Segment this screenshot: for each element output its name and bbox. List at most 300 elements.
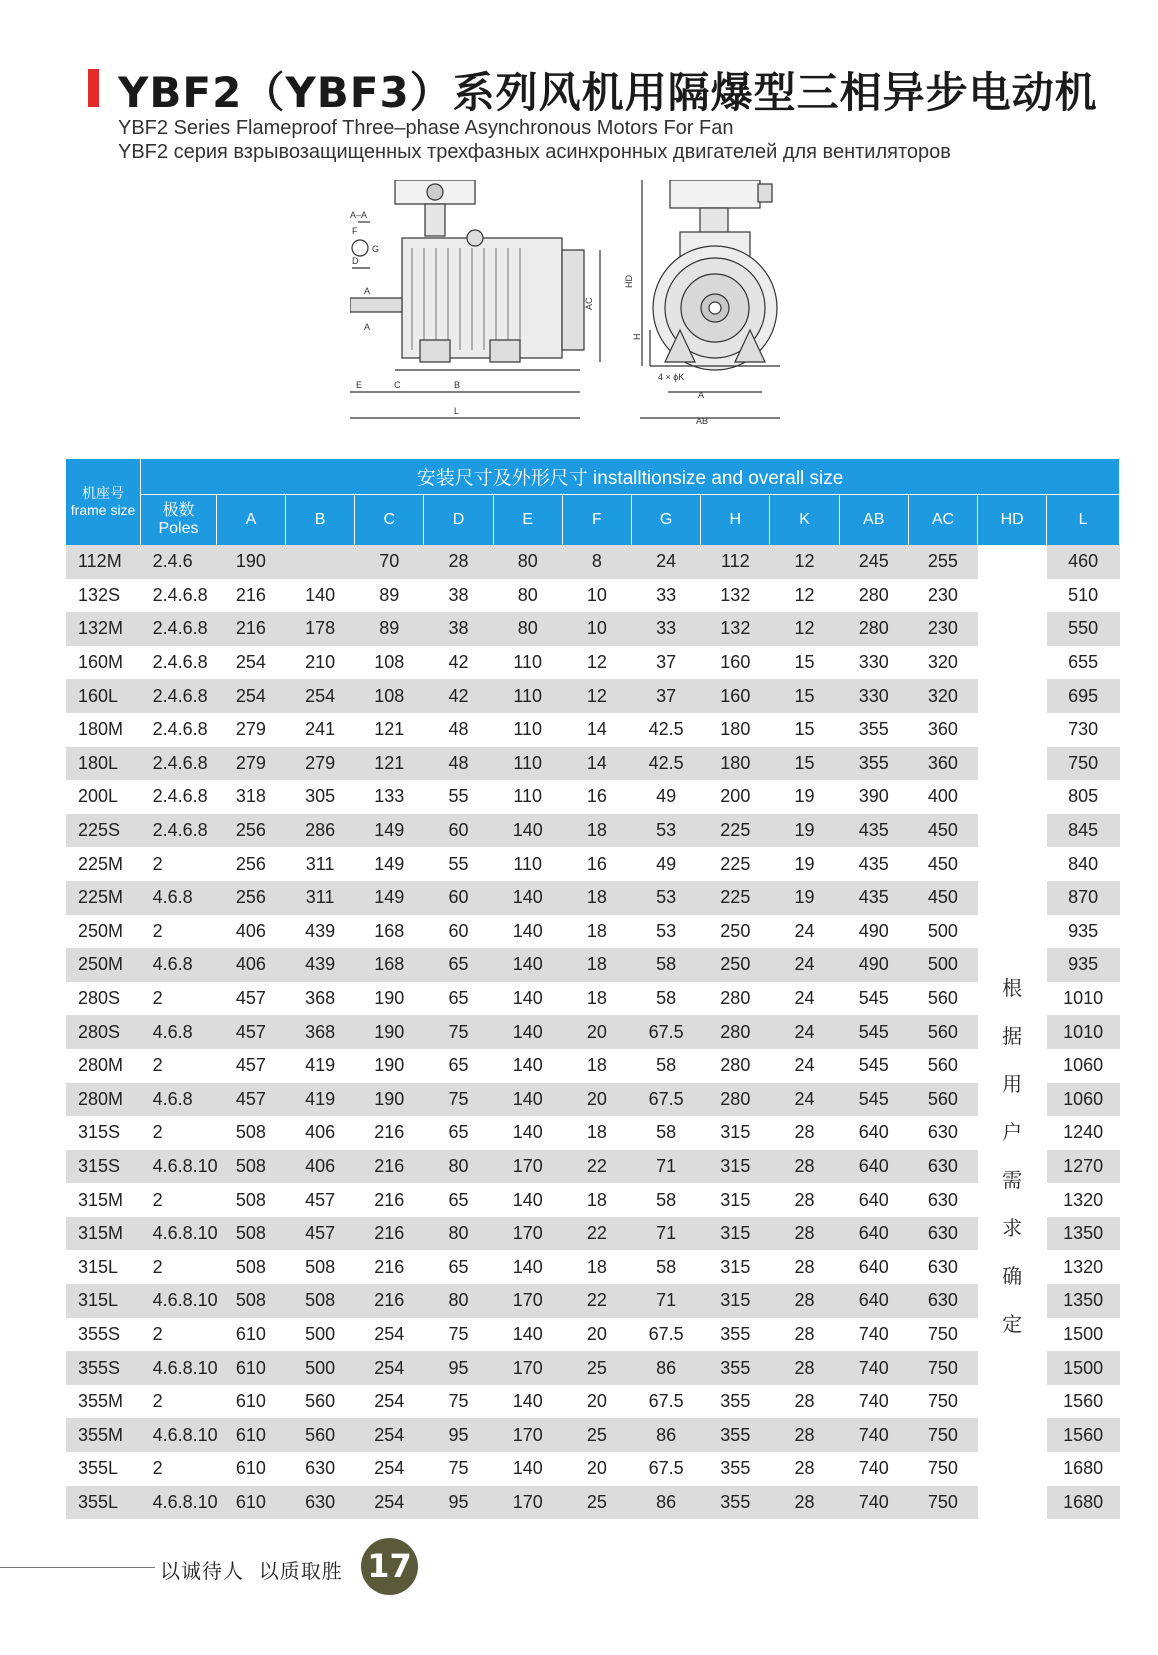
cell-ab: 740 xyxy=(858,1458,889,1479)
cell-g: 58 xyxy=(656,1256,677,1277)
cell-a: 190 xyxy=(216,545,285,579)
cell-ac: 360 xyxy=(927,719,958,740)
cell-h: 280 xyxy=(701,1015,770,1049)
cell-d: 80 xyxy=(424,1284,493,1318)
table-row xyxy=(66,747,1120,781)
cell-b: 508 xyxy=(286,1284,355,1318)
cell-k: 28 xyxy=(770,1217,839,1251)
table-row xyxy=(66,1351,1120,1385)
cell-f: 18 xyxy=(562,948,631,982)
table-row xyxy=(66,814,1120,848)
cell-frame: 280S xyxy=(78,988,121,1009)
cell-ac: 630 xyxy=(927,1122,958,1143)
cell-c: 149 xyxy=(355,881,424,915)
cell-f: 16 xyxy=(586,786,607,807)
table-row xyxy=(66,1385,1120,1419)
cell-b: 406 xyxy=(286,1150,355,1184)
cell-k: 28 xyxy=(770,1284,839,1318)
cell-l: 1560 xyxy=(1063,1391,1104,1412)
cell-h: 280 xyxy=(720,1055,751,1076)
cell-ac: 750 xyxy=(927,1323,958,1344)
cell-frame: 315L xyxy=(66,1284,141,1318)
cell-poles: 2 xyxy=(152,1055,163,1076)
cell-poles: 2.4.6.8 xyxy=(141,747,217,781)
cell-ab: 280 xyxy=(858,584,889,605)
cell-h: 200 xyxy=(720,786,751,807)
cell-b: 311 xyxy=(305,853,335,874)
header-col-a: A xyxy=(216,495,285,546)
cell-a: 610 xyxy=(235,1458,266,1479)
cell-d: 65 xyxy=(424,948,493,982)
cell-c: 121 xyxy=(374,719,405,740)
header-poles: 极数 Poles xyxy=(141,495,217,546)
cell-ac: 560 xyxy=(927,988,958,1009)
cell-b: 439 xyxy=(286,948,355,982)
table-row xyxy=(66,579,1120,613)
cell-d: 55 xyxy=(448,853,469,874)
cell-f: 16 xyxy=(586,853,607,874)
label-a-bottom: A xyxy=(364,322,371,332)
cell-a: 406 xyxy=(216,948,285,982)
cell-f: 25 xyxy=(562,1351,631,1385)
cell-d: 65 xyxy=(448,1122,469,1143)
cell-c: 133 xyxy=(374,786,405,807)
cell-ac: 450 xyxy=(927,853,958,874)
cell-ac: 630 xyxy=(908,1217,977,1251)
cell-g: 67.5 xyxy=(648,1391,684,1412)
cell-ab: 490 xyxy=(858,920,889,941)
cell-l: 1320 xyxy=(1063,1189,1104,1210)
cell-l: 1500 xyxy=(1063,1323,1104,1344)
cell-d: 65 xyxy=(448,988,469,1009)
cell-k: 15 xyxy=(770,747,839,781)
cell-e: 170 xyxy=(493,1486,562,1520)
table-row xyxy=(66,1183,1120,1217)
cell-l: 1010 xyxy=(1047,1015,1120,1049)
cell-l: 655 xyxy=(1068,652,1099,673)
cell-d: 28 xyxy=(424,545,493,579)
cell-b: 178 xyxy=(286,612,355,646)
cell-k: 24 xyxy=(770,1083,839,1117)
table-row xyxy=(66,612,1120,646)
cell-g: 53 xyxy=(632,881,701,915)
cell-frame: 355L xyxy=(66,1486,141,1520)
cell-c: 190 xyxy=(355,1083,424,1117)
label-g: G xyxy=(372,244,380,254)
cell-poles: 4.6.8.10 xyxy=(141,1486,217,1520)
cell-h: 315 xyxy=(720,1189,751,1210)
cell-e: 140 xyxy=(512,1391,543,1412)
table-row xyxy=(66,847,1120,881)
cell-l: 1010 xyxy=(1063,988,1104,1009)
cell-h: 315 xyxy=(720,1122,751,1143)
cell-e: 140 xyxy=(493,1015,562,1049)
cell-h: 280 xyxy=(701,1083,770,1117)
cell-g: 71 xyxy=(632,1150,701,1184)
cell-e: 110 xyxy=(493,679,562,713)
table-row xyxy=(66,881,1120,915)
header-col-e: E xyxy=(493,495,562,546)
cell-b: 406 xyxy=(305,1122,336,1143)
cell-g: 24 xyxy=(632,545,701,579)
cell-f: 18 xyxy=(586,920,607,941)
cell-l: 805 xyxy=(1068,786,1099,807)
table-row xyxy=(66,780,1120,814)
label-a-top: A xyxy=(364,286,371,296)
cell-l: 1560 xyxy=(1047,1418,1120,1452)
cell-k: 19 xyxy=(770,881,839,915)
cell-l: 750 xyxy=(1047,747,1120,781)
cell-l: 1680 xyxy=(1047,1486,1120,1520)
cell-h: 315 xyxy=(720,1256,751,1277)
cell-ab: 740 xyxy=(858,1323,889,1344)
cell-ab: 640 xyxy=(858,1122,889,1143)
cell-poles: 2 xyxy=(152,1189,163,1210)
cell-ab: 280 xyxy=(839,612,908,646)
cell-b: 560 xyxy=(286,1418,355,1452)
cell-g: 53 xyxy=(632,814,701,848)
cell-g: 58 xyxy=(632,948,701,982)
cell-b: 311 xyxy=(286,881,355,915)
cell-frame: 250M xyxy=(66,948,141,982)
cell-poles: 2 xyxy=(152,1458,163,1479)
cell-e: 80 xyxy=(517,584,538,605)
cell-b: 630 xyxy=(305,1458,336,1479)
cell-d: 42 xyxy=(448,652,469,673)
cell-g: 71 xyxy=(632,1217,701,1251)
cell-ac: 560 xyxy=(927,1055,958,1076)
cell-k: 28 xyxy=(794,1189,815,1210)
cell-g: 33 xyxy=(632,612,701,646)
cell-f: 25 xyxy=(562,1486,631,1520)
cell-e: 140 xyxy=(512,1189,543,1210)
cell-poles: 2.4.6.8 xyxy=(152,719,208,740)
cell-l: 1270 xyxy=(1047,1150,1120,1184)
cell-e: 80 xyxy=(493,545,562,579)
cell-poles: 4.6.8 xyxy=(141,1083,217,1117)
cell-frame: 355L xyxy=(78,1458,119,1479)
table-row xyxy=(66,1150,1120,1184)
cell-b: 279 xyxy=(286,747,355,781)
cell-g: 58 xyxy=(656,1189,677,1210)
cell-frame: 355S xyxy=(66,1351,141,1385)
cell-poles: 4.6.8.10 xyxy=(141,1217,217,1251)
cell-frame: 112M xyxy=(66,545,141,579)
cell-ab: 390 xyxy=(858,786,889,807)
cell-frame: 280M xyxy=(78,1055,124,1076)
cell-k: 12 xyxy=(770,545,839,579)
cell-frame: 355M xyxy=(78,1391,124,1412)
cell-ac: 630 xyxy=(927,1256,958,1277)
cell-e: 110 xyxy=(513,786,543,807)
cell-a: 216 xyxy=(235,584,266,605)
cell-frame: 315L xyxy=(78,1256,119,1277)
cell-ab: 435 xyxy=(858,853,889,874)
cell-e: 110 xyxy=(493,747,562,781)
cell-k: 28 xyxy=(770,1150,839,1184)
header-col-h: H xyxy=(701,495,770,546)
cell-a: 254 xyxy=(216,679,285,713)
table-row xyxy=(66,1049,1120,1083)
cell-d: 60 xyxy=(448,920,469,941)
cell-l: 870 xyxy=(1047,881,1120,915)
cell-c: 216 xyxy=(374,1122,405,1143)
cell-l: 550 xyxy=(1047,612,1120,646)
page-number: 17 xyxy=(361,1538,418,1595)
cell-e: 140 xyxy=(493,881,562,915)
cell-e: 140 xyxy=(512,1055,543,1076)
cell-frame: 355M xyxy=(66,1418,141,1452)
cell-frame: 180L xyxy=(66,747,141,781)
cell-h: 355 xyxy=(701,1351,770,1385)
cell-g: 37 xyxy=(656,652,677,673)
cell-k: 24 xyxy=(794,1055,815,1076)
cell-ac: 255 xyxy=(908,545,977,579)
cell-f: 18 xyxy=(586,1122,607,1143)
cell-f: 18 xyxy=(562,814,631,848)
cell-c: 216 xyxy=(374,1189,405,1210)
cell-c: 254 xyxy=(374,1323,405,1344)
cell-a: 256 xyxy=(216,881,285,915)
table-row xyxy=(66,948,1120,982)
cell-h: 355 xyxy=(701,1486,770,1520)
cell-c: 190 xyxy=(374,988,405,1009)
cell-h: 250 xyxy=(720,920,751,941)
cell-a: 508 xyxy=(235,1189,266,1210)
motor-dimension-diagram xyxy=(350,180,820,445)
label-e: E xyxy=(356,380,363,390)
cell-b: 419 xyxy=(305,1055,336,1076)
table-row xyxy=(66,545,1120,579)
cell-g: 42.5 xyxy=(632,747,701,781)
cell-b: 457 xyxy=(286,1217,355,1251)
header-col-hd: HD xyxy=(978,495,1047,546)
cell-c: 190 xyxy=(355,1015,424,1049)
table-row xyxy=(66,1318,1120,1352)
cell-h: 160 xyxy=(701,679,770,713)
cell-poles: 2 xyxy=(152,853,163,874)
cell-b: 457 xyxy=(305,1189,336,1210)
cell-ab: 545 xyxy=(858,988,889,1009)
cell-c: 168 xyxy=(355,948,424,982)
table-row xyxy=(66,982,1120,1016)
cell-frame: 280S xyxy=(66,1015,141,1049)
cell-g: 37 xyxy=(632,679,701,713)
cell-a: 256 xyxy=(235,853,266,874)
table-row xyxy=(66,1486,1120,1520)
cell-d: 38 xyxy=(424,612,493,646)
cell-g: 86 xyxy=(632,1486,701,1520)
cell-f: 14 xyxy=(562,747,631,781)
cell-k: 28 xyxy=(794,1122,815,1143)
cell-a: 457 xyxy=(216,1083,285,1117)
cell-ac: 630 xyxy=(908,1284,977,1318)
cell-ab: 740 xyxy=(839,1486,908,1520)
cell-f: 18 xyxy=(562,881,631,915)
cell-a: 256 xyxy=(216,814,285,848)
title-accent-bar xyxy=(88,69,99,107)
cell-ac: 360 xyxy=(908,747,977,781)
cell-frame: 280M xyxy=(66,1083,141,1117)
cell-e: 80 xyxy=(493,612,562,646)
cell-ab: 640 xyxy=(858,1189,889,1210)
cell-g: 49 xyxy=(656,786,677,807)
cell-frame: 225M xyxy=(78,853,124,874)
cell-ac: 630 xyxy=(908,1150,977,1184)
cell-k: 28 xyxy=(794,1323,815,1344)
cell-l: 1680 xyxy=(1063,1458,1104,1479)
cell-frame: 160M xyxy=(78,652,124,673)
cell-d: 55 xyxy=(448,786,469,807)
cell-c: 89 xyxy=(355,612,424,646)
cell-poles: 2.4.6.8 xyxy=(141,679,217,713)
header-col-f: F xyxy=(562,495,631,546)
cell-k: 15 xyxy=(794,652,815,673)
cell-ac: 450 xyxy=(908,814,977,848)
cell-frame: 200L xyxy=(78,786,119,807)
cell-f: 20 xyxy=(586,1323,607,1344)
dimension-table xyxy=(66,459,1120,1519)
cell-g: 86 xyxy=(632,1351,701,1385)
cell-b: 368 xyxy=(286,1015,355,1049)
cell-f: 22 xyxy=(562,1217,631,1251)
cell-k: 28 xyxy=(794,1391,815,1412)
cell-g: 67.5 xyxy=(648,1323,684,1344)
cell-d: 80 xyxy=(424,1150,493,1184)
subtitle-english: YBF2 Series Flameproof Three–phase Asynchronous Motors For Fan xyxy=(118,117,734,139)
cell-e: 140 xyxy=(512,1458,543,1479)
cell-b: 500 xyxy=(305,1323,336,1344)
cell-ac: 750 xyxy=(927,1391,958,1412)
cell-a: 610 xyxy=(235,1391,266,1412)
cell-ab: 435 xyxy=(839,881,908,915)
cell-d: 75 xyxy=(448,1391,469,1412)
cell-ac: 320 xyxy=(908,679,977,713)
cell-frame: 250M xyxy=(78,920,124,941)
cell-poles: 2.4.6.8 xyxy=(152,584,208,605)
cell-a: 254 xyxy=(235,652,266,673)
cell-k: 24 xyxy=(794,988,815,1009)
cell-k: 19 xyxy=(794,853,815,874)
cell-k: 28 xyxy=(770,1486,839,1520)
cell-f: 12 xyxy=(562,679,631,713)
cell-l: 845 xyxy=(1047,814,1120,848)
cell-e: 140 xyxy=(493,1083,562,1117)
cell-ac: 750 xyxy=(908,1486,977,1520)
table-row xyxy=(66,1217,1120,1251)
cell-d: 95 xyxy=(424,1486,493,1520)
table-body xyxy=(66,545,1120,1519)
cell-frame: 225M xyxy=(66,881,141,915)
cell-g: 49 xyxy=(656,853,677,874)
cell-c: 149 xyxy=(374,853,405,874)
cell-ab: 545 xyxy=(858,1055,889,1076)
cell-poles: 4.6.8 xyxy=(141,1015,217,1049)
cell-frame: 315S xyxy=(66,1150,141,1184)
cell-a: 279 xyxy=(235,719,266,740)
cell-c: 89 xyxy=(379,584,400,605)
cell-poles: 4.6.8 xyxy=(141,881,217,915)
cell-g: 67.5 xyxy=(632,1083,701,1117)
header-col-c: C xyxy=(355,495,424,546)
cell-ab: 355 xyxy=(858,719,889,740)
cell-l: 840 xyxy=(1068,853,1099,874)
cell-g: 58 xyxy=(656,1055,677,1076)
cell-ab: 545 xyxy=(839,1015,908,1049)
cell-b: 210 xyxy=(305,652,336,673)
cell-c: 254 xyxy=(355,1486,424,1520)
cell-e: 170 xyxy=(493,1284,562,1318)
cell-b: 241 xyxy=(305,719,336,740)
cell-l: 730 xyxy=(1068,719,1099,740)
cell-ac: 750 xyxy=(908,1351,977,1385)
cell-ab: 330 xyxy=(839,679,908,713)
cell-poles: 4.6.8.10 xyxy=(141,1351,217,1385)
cell-ab: 740 xyxy=(839,1351,908,1385)
cell-a: 610 xyxy=(235,1323,266,1344)
cell-d: 80 xyxy=(424,1217,493,1251)
cell-c: 168 xyxy=(374,920,405,941)
table-row xyxy=(66,915,1120,949)
cell-e: 140 xyxy=(512,920,543,941)
cell-k: 12 xyxy=(794,584,815,605)
cell-h: 280 xyxy=(720,988,751,1009)
cell-d: 48 xyxy=(424,747,493,781)
cell-l: 510 xyxy=(1068,584,1099,605)
cell-l: 1060 xyxy=(1047,1083,1120,1117)
table-row xyxy=(66,679,1120,713)
cell-f: 18 xyxy=(586,1256,607,1277)
cell-ab: 245 xyxy=(839,545,908,579)
header-frame-size: 机座号 frame size xyxy=(66,459,141,545)
cell-h: 160 xyxy=(720,652,751,673)
cell-ac: 560 xyxy=(908,1015,977,1049)
cell-a: 508 xyxy=(235,1122,266,1143)
header-col-ac: AC xyxy=(908,495,977,546)
cell-e: 170 xyxy=(493,1418,562,1452)
cell-frame: 355S xyxy=(78,1323,121,1344)
cell-b: 254 xyxy=(286,679,355,713)
cell-ac: 500 xyxy=(908,948,977,982)
cell-d: 65 xyxy=(448,1189,469,1210)
cell-a: 508 xyxy=(216,1217,285,1251)
cell-g: 42.5 xyxy=(648,719,684,740)
cell-b: 368 xyxy=(305,988,336,1009)
table-row xyxy=(66,1116,1120,1150)
cell-ac: 560 xyxy=(908,1083,977,1117)
cell-b: 560 xyxy=(305,1391,336,1412)
cell-d: 75 xyxy=(448,1323,469,1344)
cell-k: 28 xyxy=(770,1351,839,1385)
cell-b: 286 xyxy=(286,814,355,848)
label-f: F xyxy=(352,226,358,236)
cell-ab: 640 xyxy=(839,1284,908,1318)
cell-h: 132 xyxy=(701,612,770,646)
cell-k: 24 xyxy=(770,948,839,982)
cell-a: 406 xyxy=(235,920,266,941)
cell-k: 24 xyxy=(794,920,815,941)
cell-h: 315 xyxy=(701,1150,770,1184)
cell-ab: 640 xyxy=(839,1217,908,1251)
header-col-b: B xyxy=(286,495,355,546)
cell-c: 121 xyxy=(355,747,424,781)
cell-c: 254 xyxy=(374,1391,405,1412)
cell-a: 508 xyxy=(216,1284,285,1318)
cell-e: 140 xyxy=(512,1122,543,1143)
cell-a: 610 xyxy=(216,1486,285,1520)
cell-k: 15 xyxy=(770,679,839,713)
cell-ac: 750 xyxy=(927,1458,958,1479)
